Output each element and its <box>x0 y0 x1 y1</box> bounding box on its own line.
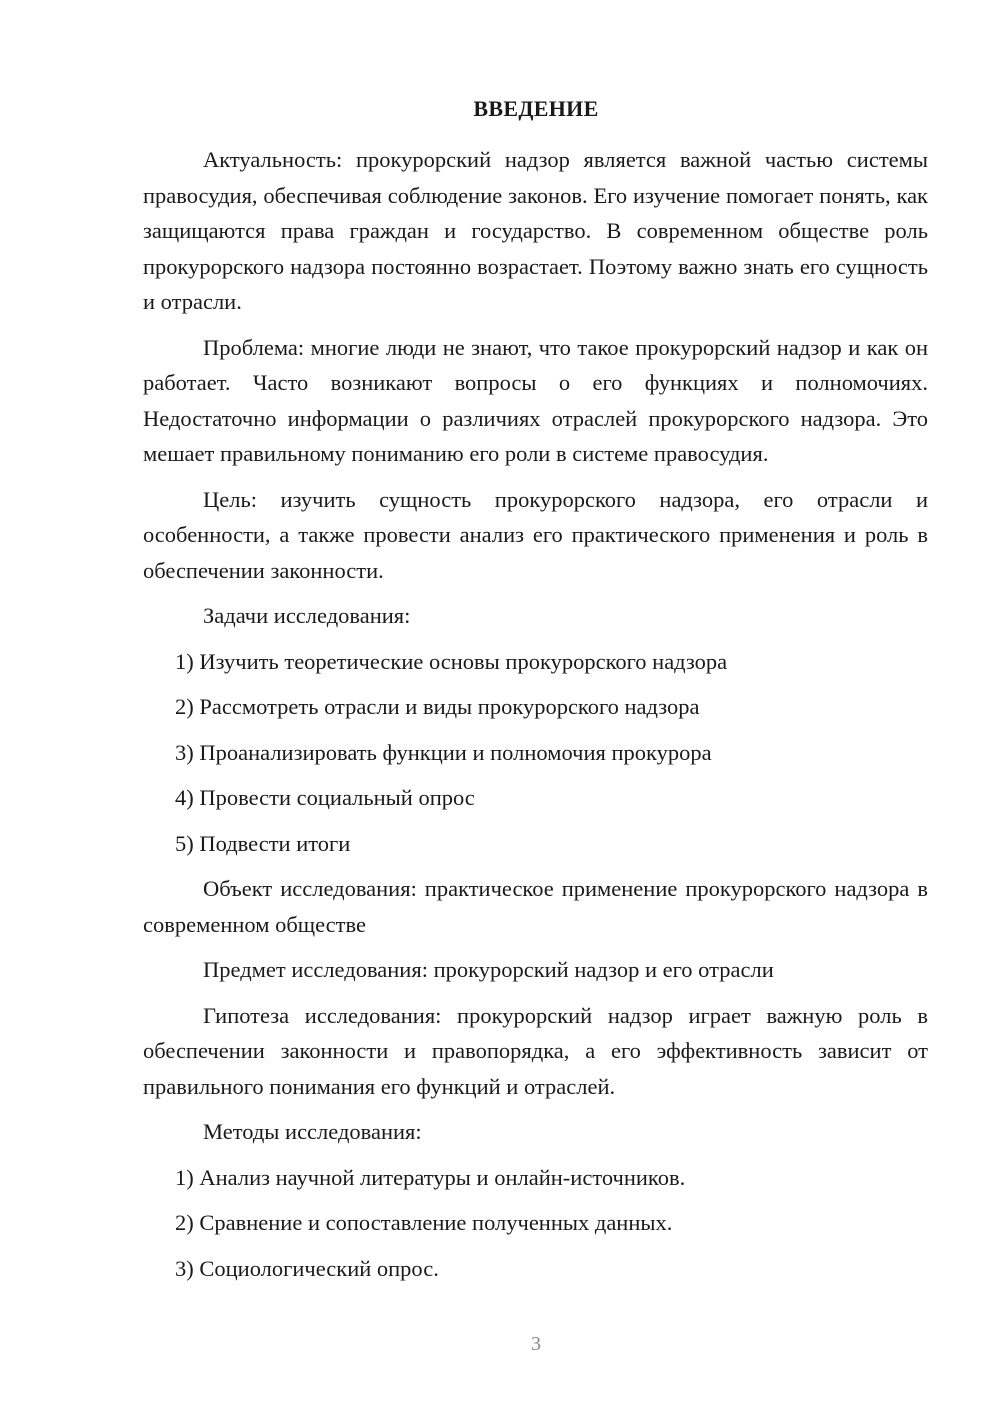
paragraph-goal: Цель: изучить сущность прокурорского надзора, его отрасли и особенности, а также провести анализ его практического применения и роль в обеспечении законности. <box>143 486 928 583</box>
list-item: 2) Сравнение и сопоставление полученных данных. <box>175 1210 673 1235</box>
tasks-list <box>143 644 928 862</box>
list-item: 3) Проанализировать функции и полномочия прокурора <box>175 739 712 765</box>
paragraph-relevance: Актуальность: прокурорский надзор является важной частью системы правосудия, обеспечивая соблюдение законов. Его изучение помогает понять, как защищаются права граждан и государство. В современном обществе роль прокурорского надзора постоянно возрастает. Поэтому важно знать его сущность и отрасли. <box>143 147 928 314</box>
paragraph-problem: Проблема: многие люди не знают, что такое прокурорский надзор и как он работает. Часто возникают вопросы о его функциях и полномочиях. Недостаточно информации о различиях отраслей прокурорского надзора. Это мешает правильному пониманию его роли в системе правосудия. <box>143 334 928 466</box>
document-body <box>143 142 928 1296</box>
list-item: 3) Социологический опрос. <box>175 1255 439 1281</box>
list-item: 5) Подвести итоги <box>175 830 351 856</box>
section-title: ВВЕДЕНИЕ <box>473 96 599 121</box>
methods-list <box>143 1160 928 1287</box>
methods-heading: Методы исследования: <box>203 1119 422 1144</box>
paragraph-object: Объект исследования: практическое применение прокурорского надзора в современном обществе <box>143 876 928 937</box>
list-item: 1) Анализ научной литературы и онлайн-источников. <box>175 1164 686 1190</box>
paragraph-subject: Предмет исследования: прокурорский надзор и его отрасли <box>203 957 774 982</box>
list-item: 1) Изучить теоретические основы прокурорского надзора <box>175 648 728 674</box>
tasks-heading: Задачи исследования: <box>203 603 411 628</box>
list-item: 2) Рассмотреть отрасли и виды прокурорского надзора <box>175 694 700 719</box>
list-item: 4) Провести социальный опрос <box>175 785 475 810</box>
page-number: 3 <box>531 1333 541 1355</box>
paragraph-hypothesis: Гипотеза исследования: прокурорский надзор играет важную роль в обеспечении законности и правопорядка, а его эффективность зависит от правильного понимания его функций и отраслей. <box>143 1002 928 1099</box>
